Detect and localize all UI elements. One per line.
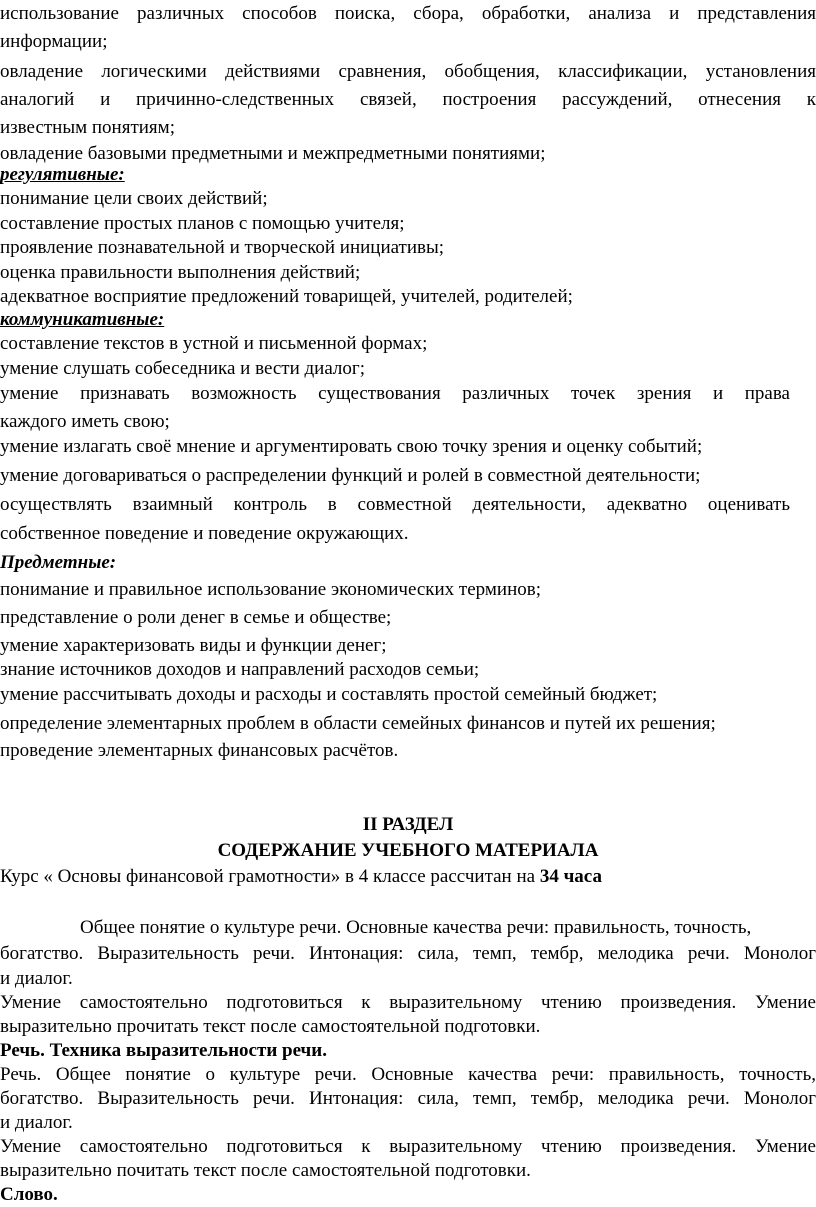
list-item: умение признавать возможность существования различных точек зрения и права	[0, 383, 790, 404]
paragraph-line: богатство. Выразительность речи. Интонация: сила, темп, тембр, мелодика речи. Монолог	[0, 1088, 816, 1109]
list-item: составление текстов в устной и письменной формах;	[0, 333, 428, 354]
list-item: каждого иметь свою;	[0, 411, 170, 432]
list-item: понимание цели своих действий;	[0, 188, 268, 209]
list-item: собственное поведение и поведение окружающих.	[0, 523, 409, 544]
list-item: понимание и правильное использование экономических терминов;	[0, 579, 541, 600]
paragraph-line: выразительно почитать текст после самостоятельной подготовки.	[0, 1160, 531, 1181]
word-heading: Слово.	[0, 1184, 58, 1205]
paragraph-line: богатство. Выразительность речи. Интонация: сила, темп, тембр, мелодика речи. Монолог	[0, 943, 816, 964]
paragraph-line: Умение самостоятельно подготовиться к выразительному чтению произведения. Умение	[0, 1136, 816, 1157]
paragraph-line: Общее понятие о культуре речи. Основные качества речи: правильность, точность,	[80, 917, 752, 938]
paragraph-line: Умение самостоятельно подготовиться к выразительному чтению произведения. Умение	[0, 992, 816, 1013]
list-item: осуществлять взаимный контроль в совместной деятельности, адекватно оценивать	[0, 494, 790, 515]
list-item: овладение логическими действиями сравнения, обобщения, классификации, установления	[0, 61, 816, 82]
list-item: использование различных способов поиска, сбора, обработки, анализа и представления	[0, 3, 816, 24]
list-item: определение элементарных проблем в области семейных финансов и путей их решения;	[0, 713, 716, 734]
course-info	[0, 866, 602, 888]
list-item: оценка правильности выполнения действий;	[0, 262, 361, 283]
list-item: умение излагать своё мнение и аргументировать свою точку зрения и оценку событий;	[0, 436, 703, 457]
list-item: адекватное восприятие предложений товарищей, учителей, родителей;	[0, 286, 573, 307]
paragraph-line: выразительно прочитать текст после самостоятельной подготовки.	[0, 1016, 541, 1037]
list-item: умение слушать собеседника и вести диалог;	[0, 358, 365, 379]
section-number-title: II РАЗДЕЛ	[362, 814, 454, 835]
list-item: умение характеризовать виды и функции денег;	[0, 635, 387, 656]
list-item: известным понятиям;	[0, 117, 175, 138]
paragraph-line: и диалог.	[0, 1112, 73, 1133]
list-item: составление простых планов с помощью учителя;	[0, 213, 405, 234]
list-item: аналогий и причинно-следственных связей, построения рассуждений, отнесения к	[0, 89, 816, 110]
list-item: знание источников доходов и направлений расходов семьи;	[0, 659, 480, 680]
list-item: проведение элементарных финансовых расчётов.	[0, 740, 399, 761]
paragraph-line: и диалог.	[0, 968, 73, 989]
list-item: овладение базовыми предметными и межпредметными понятиями;	[0, 143, 546, 164]
course-hours: 34 часа	[539, 866, 602, 887]
communicative-heading: коммуникативные:	[0, 309, 165, 330]
section-title: СОДЕРЖАНИЕ УЧЕБНОГО МАТЕРИАЛА	[217, 840, 599, 861]
list-item: информации;	[0, 31, 108, 52]
list-item: проявление познавательной и творческой инициативы;	[0, 237, 445, 258]
regulative-heading: регулятивные:	[0, 164, 125, 185]
list-item: умение рассчитывать доходы и расходы и составлять простой семейный бюджет;	[0, 684, 658, 705]
paragraph-line: Речь. Общее понятие о культуре речи. Основные качества речи: правильность, точность,	[0, 1064, 816, 1085]
speech-heading: Речь. Техника выразительности речи.	[0, 1040, 327, 1061]
list-item: умение договариваться о распределении функций и ролей в совместной деятельности;	[0, 465, 701, 486]
list-item: представление о роли денег в семье и обществе;	[0, 607, 392, 628]
course-info-text: Курс « Основы финансовой грамотности» в 4 классе рассчитан на	[0, 866, 540, 887]
subject-heading: Предметные:	[0, 552, 117, 573]
